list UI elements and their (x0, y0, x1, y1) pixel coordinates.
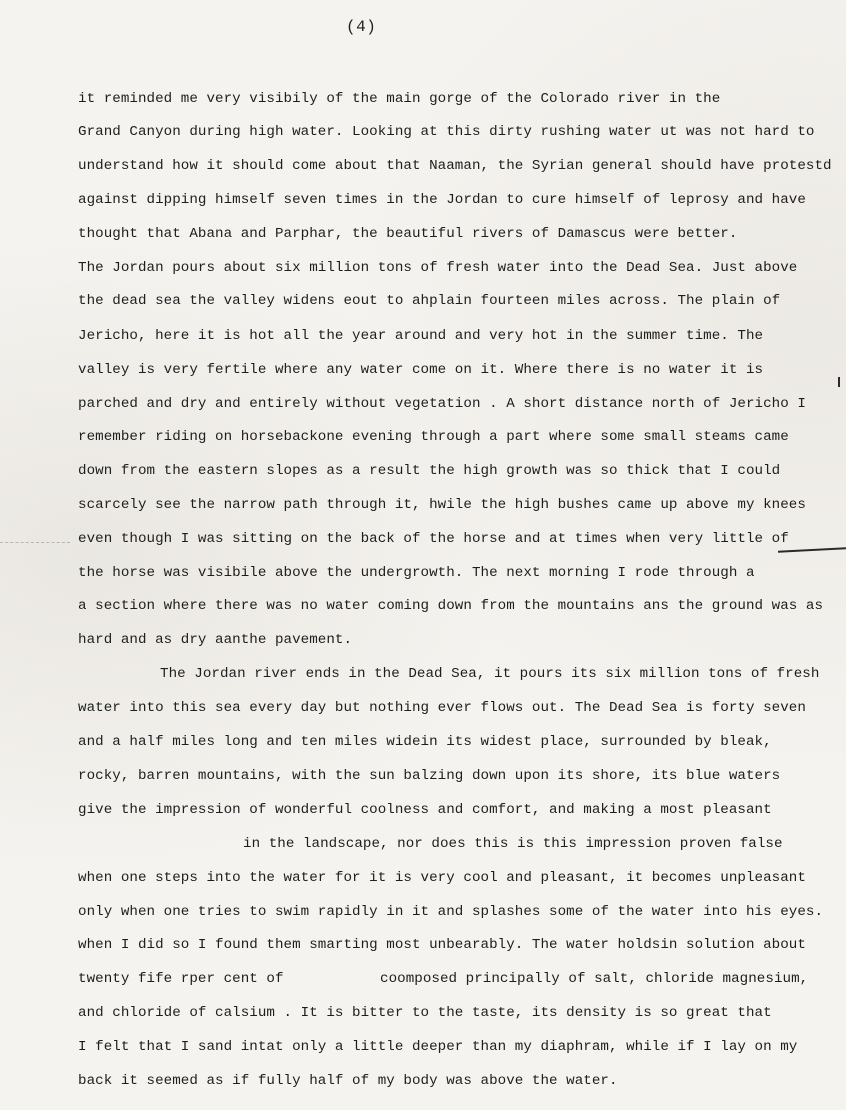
text-line: coomposed principally of salt, chloride magnesium, (380, 971, 809, 987)
text-line: remember riding on horsebackone evening through a part where some small steams came (78, 429, 789, 445)
text-line: parched and dry and entirely without vegetation . A short distance north of Jericho I (78, 396, 806, 412)
text-line: the horse was visibile above the undergrowth. The next morning I rode through a (78, 565, 755, 581)
text-line: back it seemed as if fully half of my body was above the water. (78, 1073, 618, 1089)
text-line: The Jordan pours about six million tons of fresh water into the Dead Sea. Just above (78, 260, 798, 276)
text-line: hard and as dry aanthe pavement. (78, 632, 353, 648)
text-line: and a half miles long and ten miles widein its widest place, surrounded by bleak, (78, 734, 772, 750)
text-line: a section where there was no water coming down from the mountains ans the ground was as (78, 598, 824, 614)
text-line: give the impression of wonderful coolness and comfort, and making a most pleasant (78, 802, 772, 818)
text-line: against dipping himself seven times in the Jordan to cure himself of leprosy and have (78, 192, 806, 208)
text-line: I felt that I sand intat only a little deeper than my diaphram, while if I lay on my (78, 1039, 798, 1055)
margin-tick-mark (838, 377, 840, 387)
scan-edge-line (0, 542, 70, 543)
text-line: only when one tries to swim rapidly in it and splashes some of the water into his eyes. (78, 904, 824, 920)
text-line: down from the eastern slopes as a result the high growth was so thick that I could (78, 463, 781, 479)
text-line: understand how it should come about that Naaman, the Syrian general should have protestd (78, 158, 832, 174)
page-number: (4) (346, 18, 377, 36)
text-line: rocky, barren mountains, with the sun balzing down upon its shore, its blue waters (78, 768, 781, 784)
text-line: in the landscape, nor does this is this impression proven false (243, 836, 783, 852)
text-line: Grand Canyon during high water. Looking at this dirty rushing water ut was not hard to (78, 124, 815, 140)
text-line: thought that Abana and Parphar, the beautiful rivers of Damascus were better. (78, 226, 738, 242)
text-line: valley is very fertile where any water come on it. Where there is no water it is (78, 362, 764, 378)
text-line: and chloride of calsium . It is bitter to the taste, its density is so great that (78, 1005, 772, 1021)
text-line: even though I was sitting on the back of the horse and at times when very little of (78, 531, 789, 547)
text-line: water into this sea every day but nothing ever flows out. The Dead Sea is forty seven (78, 700, 806, 716)
text-line: when I did so I found them smarting most unbearably. The water holdsin solution about (78, 937, 806, 953)
paragraph-start-line: The Jordan river ends in the Dead Sea, it pours its six million tons of fresh (160, 666, 820, 682)
text-line: twenty fife rper cent of (78, 971, 284, 987)
text-line: scarcely see the narrow path through it, hwile the high bushes came up above my knees (78, 497, 806, 513)
text-line: Jericho, here it is hot all the year around and very hot in the summer time. The (78, 328, 764, 344)
text-line: the dead sea the valley widens eout to ahplain fourteen miles across. The plain of (78, 293, 781, 309)
text-line: it reminded me very visibily of the main gorge of the Colorado river in the (78, 91, 721, 107)
text-line: when one steps into the water for it is very cool and pleasant, it becomes unpleasant (78, 870, 806, 886)
